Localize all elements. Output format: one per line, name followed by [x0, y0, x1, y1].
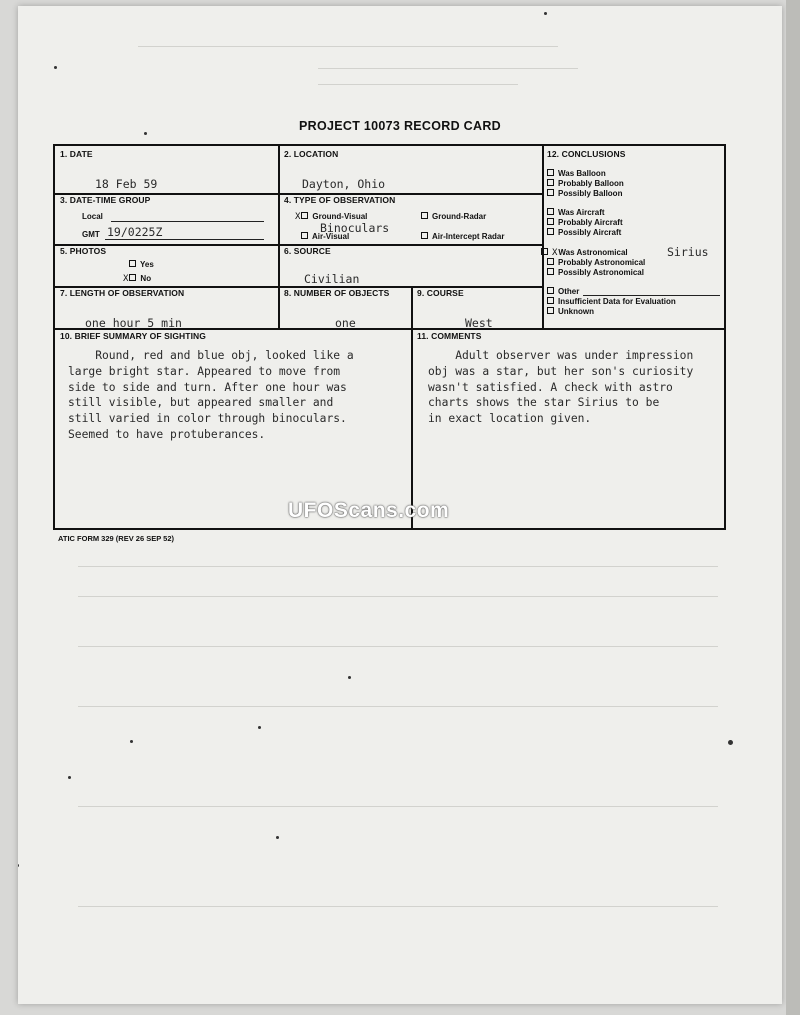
unknown-text: Unknown	[558, 307, 594, 316]
type-of-observation-label: 4. TYPE OF OBSERVATION	[284, 195, 396, 205]
was-aircraft-option[interactable]	[547, 208, 605, 217]
comment-line: in exact location given.	[428, 412, 592, 426]
number-of-objects-value: one	[335, 316, 356, 330]
checked-mark: X	[552, 248, 558, 258]
local-label: Local	[82, 212, 103, 221]
gmt-value: 19/0225Z	[107, 225, 163, 239]
brief-summary-text	[68, 348, 354, 443]
bleed-through-line	[318, 68, 578, 69]
comments-label: 11. COMMENTS	[417, 331, 482, 341]
scan-speck	[130, 740, 133, 743]
bleed-through-line	[138, 46, 558, 47]
watermark: UFOScans.com	[288, 499, 450, 522]
summary-line: still visible, but appeared smaller and	[68, 396, 334, 410]
unknown-option[interactable]	[547, 307, 594, 316]
checkbox-icon	[129, 274, 136, 281]
was-astronomical-text: Was Astronomical	[558, 248, 628, 257]
astronomical-note: Sirius	[667, 245, 709, 259]
checkbox-icon	[547, 169, 554, 176]
photos-yes-option[interactable]	[129, 260, 154, 269]
checkbox-icon	[547, 297, 554, 304]
checked-mark: X	[295, 212, 301, 222]
other-option[interactable]	[547, 287, 579, 296]
course-value: West	[465, 316, 493, 330]
scan-speck	[276, 836, 279, 839]
photos-no-option[interactable]	[123, 274, 151, 284]
scan-speck	[348, 676, 351, 679]
ground-radar-text: Ground-Radar	[432, 212, 487, 221]
air-intercept-radar-option[interactable]	[421, 232, 504, 241]
form-footer: ATIC FORM 329 (REV 26 SEP 52)	[58, 534, 175, 543]
probably-aircraft-text: Probably Aircraft	[558, 218, 623, 227]
possibly-balloon-option[interactable]	[547, 189, 622, 198]
checkbox-icon	[129, 260, 136, 267]
date-label: 1. DATE	[60, 149, 93, 159]
scan-speck	[728, 740, 733, 745]
scan-speck	[68, 776, 71, 779]
checkbox-icon	[541, 248, 548, 255]
local-underline	[111, 221, 264, 222]
bleed-through-line	[78, 596, 718, 597]
bleed-through-line	[318, 84, 518, 85]
checkbox-icon	[547, 287, 554, 294]
checkbox-icon	[547, 208, 554, 215]
comment-line: obj was a star, but her son's curiosity	[428, 364, 694, 378]
checkbox-icon	[547, 218, 554, 225]
probably-astronomical-option[interactable]	[547, 258, 645, 267]
checkbox-icon	[421, 232, 428, 239]
scan-speck	[18, 864, 19, 867]
was-balloon-text: Was Balloon	[558, 169, 606, 178]
bleed-through-line	[78, 906, 718, 907]
bleed-through-line	[78, 806, 718, 807]
scan-speck	[54, 66, 57, 69]
air-visual-text: Air-Visual	[312, 232, 350, 241]
checkbox-icon	[301, 232, 308, 239]
summary-line: Seemed to have protuberances.	[68, 427, 266, 441]
was-aircraft-text: Was Aircraft	[558, 208, 605, 217]
possibly-balloon-text: Possibly Balloon	[558, 189, 623, 198]
ground-visual-text: Ground-Visual	[312, 212, 368, 221]
possibly-astronomical-option[interactable]	[547, 268, 644, 277]
possibly-aircraft-option[interactable]	[547, 228, 621, 237]
air-intercept-radar-text: Air-Intercept Radar	[432, 232, 505, 241]
record-card	[53, 144, 726, 530]
location-label: 2. LOCATION	[284, 149, 339, 159]
scan-speck	[144, 132, 147, 135]
column-divider	[278, 146, 280, 328]
bleed-through-line	[78, 566, 718, 567]
scan-speck	[258, 726, 261, 729]
checkbox-icon	[421, 212, 428, 219]
scan-edge	[786, 0, 800, 1015]
photos-label: 5. PHOTOS	[60, 246, 107, 256]
conclusions-divider	[542, 146, 544, 328]
checkbox-icon	[547, 258, 554, 265]
source-label: 6. SOURCE	[284, 246, 331, 256]
checkbox-icon	[547, 189, 554, 196]
checkbox-icon	[301, 212, 308, 219]
date-value: 18 Feb 59	[95, 177, 158, 191]
was-balloon-option[interactable]	[547, 169, 606, 178]
source-value: Civilian	[304, 272, 360, 286]
conclusions-label: 12. CONCLUSIONS	[547, 149, 626, 159]
summary-line: still varied in color through binoculars.	[68, 412, 347, 426]
column-divider	[411, 286, 413, 528]
summary-line: large bright star. Appeared to move from	[68, 364, 341, 378]
probably-aircraft-option[interactable]	[547, 218, 623, 227]
photos-no-text: No	[140, 274, 152, 283]
comment-line: wasn't satisfied. A check with astro	[428, 380, 673, 394]
ground-radar-option[interactable]	[421, 212, 486, 221]
summary-line: side to side and turn. After one hour was	[68, 380, 347, 394]
probably-balloon-option[interactable]	[547, 179, 624, 188]
insufficient-data-text: Insufficient Data for Evaluation	[558, 297, 676, 306]
probably-astronomical-text: Probably Astronomical	[558, 258, 646, 267]
other-text: Other	[558, 287, 580, 296]
possibly-astronomical-text: Possibly Astronomical	[558, 268, 644, 277]
insufficient-data-option[interactable]	[547, 297, 676, 306]
summary-line: Round, red and blue obj, looked like a	[68, 349, 354, 362]
date-time-group-label: 3. DATE-TIME GROUP	[60, 195, 151, 205]
was-astronomical-option[interactable]	[541, 248, 628, 258]
ground-visual-note: Binoculars	[320, 221, 390, 235]
number-of-objects-label: 8. NUMBER OF OBJECTS	[284, 288, 390, 298]
checkbox-icon	[547, 307, 554, 314]
bleed-through-line	[78, 706, 718, 707]
location-value: Dayton, Ohio	[302, 177, 386, 191]
brief-summary-label: 10. BRIEF SUMMARY OF SIGHTING	[60, 331, 206, 341]
course-label: 9. COURSE	[417, 288, 464, 298]
bleed-through-line	[78, 646, 718, 647]
scan-speck	[544, 12, 547, 15]
length-of-observation-value: one hour 5 min	[85, 316, 182, 330]
gmt-underline	[105, 239, 264, 240]
checkbox-icon	[547, 179, 554, 186]
other-underline	[583, 295, 720, 296]
probably-balloon-text: Probably Balloon	[558, 179, 624, 188]
possibly-aircraft-text: Possibly Aircraft	[558, 228, 622, 237]
checked-mark: X	[123, 274, 129, 284]
comments-text	[428, 348, 693, 427]
photos-yes-text: Yes	[140, 260, 154, 269]
length-of-observation-label: 7. LENGTH OF OBSERVATION	[60, 288, 185, 298]
checkbox-icon	[547, 268, 554, 275]
gmt-label: GMT	[82, 230, 100, 239]
checkbox-icon	[547, 228, 554, 235]
comment-line: charts shows the star Sirius to be	[428, 396, 660, 410]
air-visual-option[interactable]	[301, 232, 349, 241]
card-title: PROJECT 10073 RECORD CARD	[299, 119, 501, 133]
comment-line: Adult observer was under impression	[428, 349, 694, 362]
